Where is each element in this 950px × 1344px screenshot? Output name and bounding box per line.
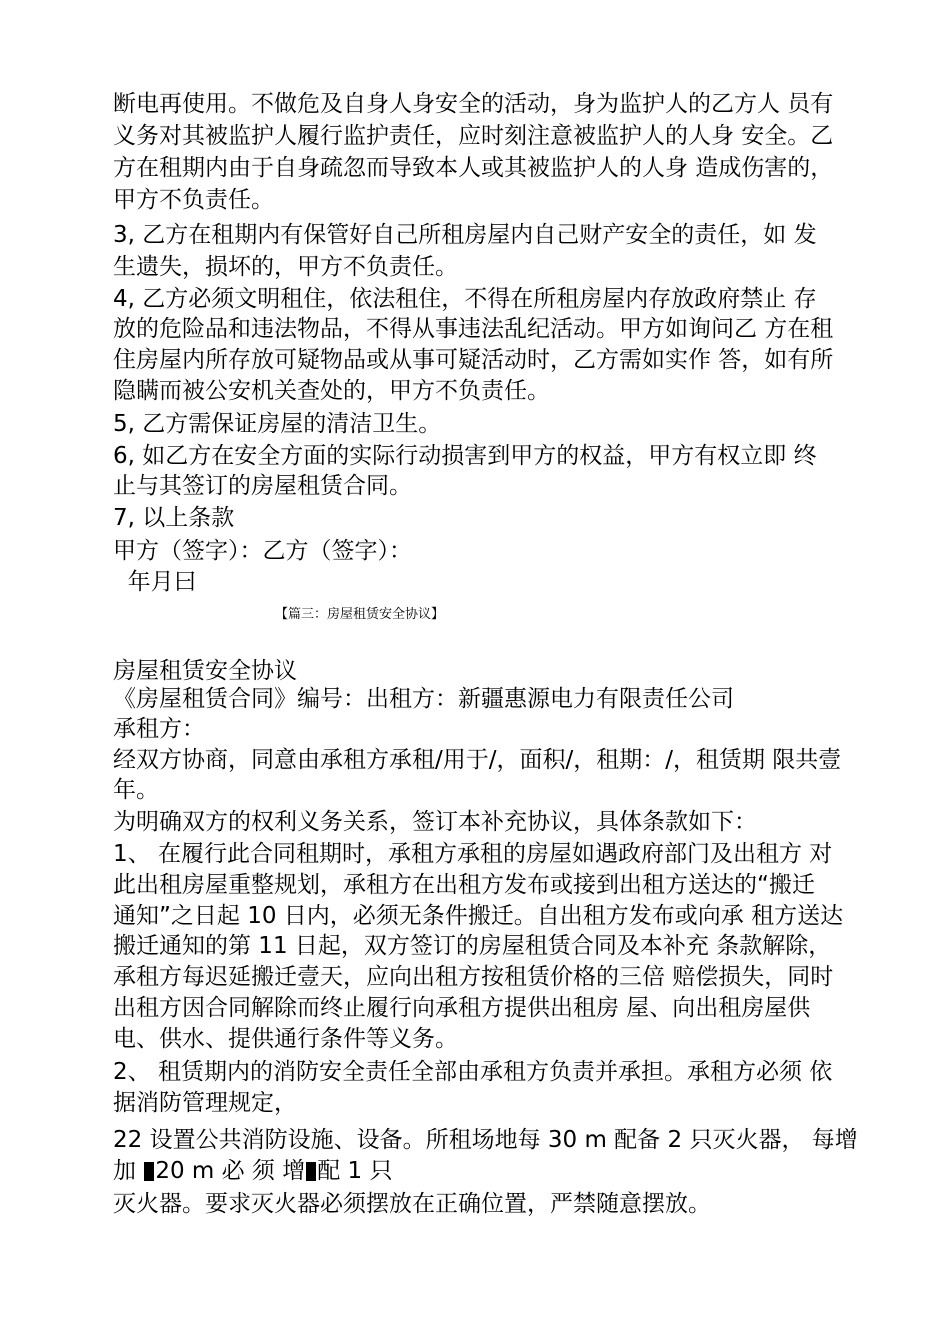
agreement-title: 房屋租赁安全协议 <box>113 658 297 684</box>
text-line: 甲方不负责任。 <box>113 187 274 213</box>
text-line <box>113 1156 393 1186</box>
clause-1: 1、 在履行此合同租期时，承租方承租的房屋如遇政府部门及出租方 对 <box>113 841 833 867</box>
text-line: 承租方： <box>113 716 205 742</box>
text-line: 生遗失，损坏的，甲方不负责任。 <box>113 254 458 280</box>
clause-7: 7, 以上条款 <box>113 505 235 531</box>
ocr-artifact-mark <box>144 1162 154 1181</box>
text-line: 承租方每迟延搬迁壹天，应向出租方按租赁价格的三倍 赔偿损失，同时 <box>113 964 834 990</box>
clause-5: 5, 乙方需保证房屋的清洁卫生。 <box>113 411 442 437</box>
signature-line: 甲方（签字）：乙方（签字）： <box>113 538 412 564</box>
text-line: 22 设置公共消防设施、设备。所租场地每 30 m 配备 2 只灭火器， 每增 <box>113 1127 858 1153</box>
date-line: 年月曰 <box>113 569 197 595</box>
clause-2: 2、 租赁期内的消防安全责任全部由承租方负责并承担。承租方必须 依 <box>113 1059 833 1085</box>
text-line: 经双方协商，同意由承租方承租/用于/，面积/，租期：/，租赁期 限共壹 <box>113 747 842 773</box>
text-line: 通知”之日起 10 日内，必须无条件搬迁。自出租方发布或向承 租方送达 <box>113 903 844 929</box>
text-line: 断电再使用。不做危及自身人身安全的活动，身为监护人的乙方人 员有 <box>113 91 834 117</box>
text-line: 止与其签订的房屋租赁合同。 <box>113 473 412 499</box>
clause-6: 6, 如乙方在安全方面的实际行动损害到甲方的权益，甲方有权立即 终 <box>113 443 817 469</box>
section-caption: 【篇三：房屋租赁安全协议】 <box>275 607 445 622</box>
text-line: 年。 <box>113 777 159 803</box>
text-fragment: 配 1 只 <box>317 1158 393 1184</box>
text-line: 此出租房屋重整规划，承租方在出租方发布或接到出租方送达的“搬迁 <box>113 872 815 898</box>
text-line: 方在租期内由于自身疏忽而导致本人或其被监护人的人身 造成伤害的， <box>113 155 834 181</box>
text-line: 电、供水、提供通行条件等义务。 <box>113 1026 458 1052</box>
text-line: 搬迁通知的第 11 日起，双方签订的房屋租赁合同及本补充 条款解除， <box>113 933 832 959</box>
text-line: 隐瞒而被公安机关查处的，甲方不负责任。 <box>113 378 550 404</box>
clause-4: 4, 乙方必须文明租住，依法租住，不得在所租房屋内存放政府禁止 存 <box>113 286 817 312</box>
text-line: 灭火器。要求灭火器必须摆放在正确位置，严禁随意摆放。 <box>113 1191 711 1217</box>
text-line: 放的危险品和违法物品，不得从事违法乱纪活动。甲方如询问乙 方在租 <box>113 316 834 342</box>
text-line: 据消防管理规定， <box>113 1090 297 1116</box>
text-fragment: 加 <box>113 1158 144 1184</box>
text-line: 为明确双方的权利义务关系，签订本补充协议，具体条款如下： <box>113 809 757 835</box>
text-fragment: 20 m 必 须 增 <box>155 1158 306 1184</box>
text-line: 义务对其被监护人履行监护责任，应时刻注意被监护人的人身 安全。乙 <box>113 123 834 149</box>
text-line: 《房屋租赁合同》编号：出租方：新疆惠源电力有限责任公司 <box>113 686 734 712</box>
text-line: 住房屋内所存放可疑物品或从事可疑活动时，乙方需如实作 答，如有所 <box>113 347 834 373</box>
ocr-artifact-mark <box>306 1162 316 1181</box>
text-line: 出租方因合同解除而终止履行向承租方提供出租房 屋、向出租房屋供 <box>113 995 811 1021</box>
clause-3: 3, 乙方在租期内有保管好自己所租房屋内自己财产安全的责任，如 发 <box>113 222 817 248</box>
